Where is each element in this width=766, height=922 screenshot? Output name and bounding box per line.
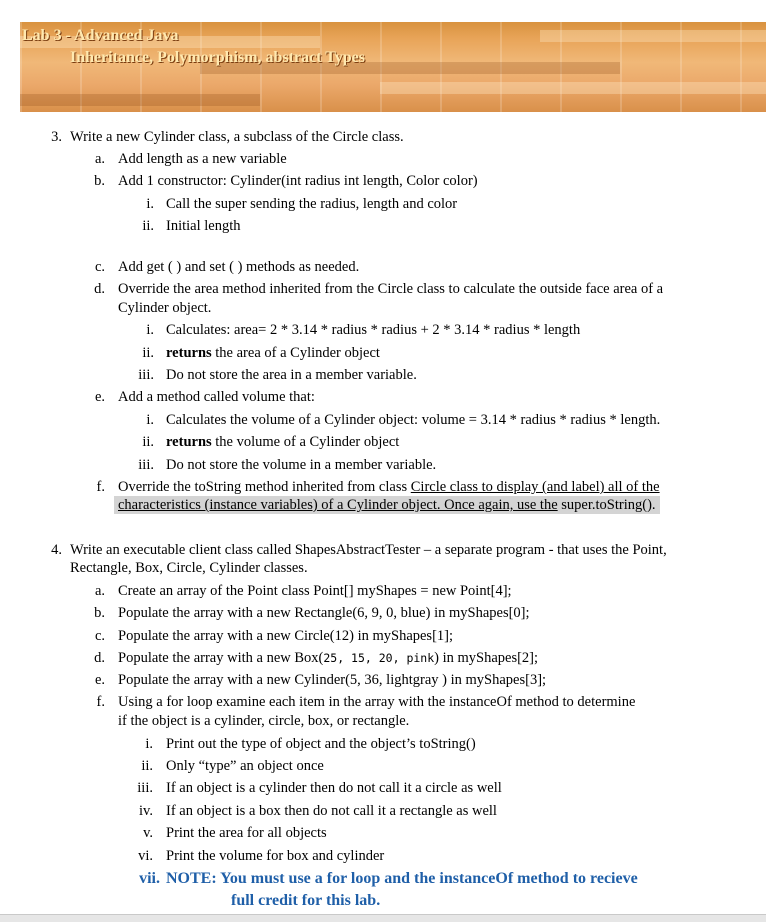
item-4-text-line1: Write an executable client class called ShapesAbstractTester – a separate program - that uses the Point, [70, 542, 667, 558]
item-3b-i-text: Call the super sending the radius, length and color [166, 196, 458, 212]
item-4b-marker: b. [94, 605, 105, 621]
banner-wood-plank [540, 30, 766, 42]
item-4c-text: Populate the array with a new Circle(12) in myShapes[1]; [118, 628, 454, 644]
item-4f-vii-marker: vii. [139, 870, 160, 887]
item-3b-i-marker: i. [146, 196, 154, 212]
item-4f-ii-marker: ii. [141, 758, 153, 774]
item-3f-line2-plain: super.toString(). [557, 497, 656, 513]
item-4d-code: 25, 15, 20, pink [323, 651, 435, 665]
returns-keyword: returns [166, 345, 212, 361]
item-3f-line1-plain: Override the toString method inherited from class [118, 479, 411, 495]
note-text-line1: NOTE: You must use a for loop and the instanceOf method to recieve [166, 870, 638, 887]
item-4f-marker: f. [96, 694, 105, 710]
item-3d-ii-text [166, 344, 380, 362]
item-4-marker: 4. [51, 542, 62, 558]
item-4f-v-marker: v. [143, 825, 153, 841]
item-4f-i-marker: i. [145, 736, 153, 752]
item-3d-text-line2: Cylinder object. [118, 300, 212, 316]
item-4f-ii-text: Only “type” an object once [166, 758, 324, 774]
item-4a-marker: a. [94, 583, 105, 599]
item-3e-i-text: Calculates the volume of a Cylinder object: volume = 3.14 * radius * radius * length. [166, 412, 661, 428]
item-3b-marker: b. [94, 173, 105, 189]
item-3d-iii-marker: iii. [138, 367, 154, 383]
item-4b-text: Populate the array with a new Rectangle(6, 9, 0, blue) in myShapes[0]; [118, 605, 530, 621]
item-4f-iii-text: If an object is a cylinder then do not call it a circle as well [166, 780, 502, 796]
item-4e-marker: e. [94, 672, 105, 688]
item-3e-i-marker: i. [146, 412, 154, 428]
item-4d-post: ) in myShapes[2]; [434, 650, 539, 666]
item-3d-marker: d. [94, 281, 105, 297]
item-3c-text: Add get ( ) and set ( ) methods as needed. [118, 259, 360, 275]
item-3-marker: 3. [51, 129, 62, 145]
item-3-text: Write a new Cylinder class, a subclass of the Circle class. [70, 129, 404, 145]
note-text-line2: full credit for this lab. [231, 892, 381, 909]
header-banner [20, 22, 766, 112]
item-4f-v-text: Print the area for all objects [166, 825, 327, 841]
item-3e-ii-text [166, 433, 399, 451]
item-4d-marker: d. [94, 650, 105, 666]
item-4c-marker: c. [94, 628, 105, 644]
item-3d-iii-text: Do not store the area in a member variable. [166, 367, 417, 383]
lab-title: Lab 3 - Advanced Java [22, 27, 179, 44]
item-4d-text [118, 649, 538, 667]
item-3e-text: Add a method called volume that: [118, 389, 315, 405]
item-3e-ii-marker: ii. [142, 434, 154, 450]
item-3f-marker: f. [96, 479, 105, 495]
item-4-text-line2: Rectangle, Box, Circle, Cylinder classes. [70, 560, 308, 576]
item-4f-vi-marker: vi. [138, 848, 153, 864]
banner-wood-plank [20, 94, 260, 106]
item-3d-i-marker: i. [146, 322, 154, 338]
item-3f-line2-underlined: characteristics (instance variables) of a Cylinder object. Once again, use the [118, 497, 558, 513]
item-3a-marker: a. [94, 151, 105, 167]
item-3d-ii-marker: ii. [142, 345, 154, 361]
item-3d-text-line1: Override the area method inherited from the Circle class to calculate the outside face area of a [118, 281, 664, 297]
item-4f-text-line1: Using a for loop examine each item in the array with the instanceOf method to determine [118, 694, 636, 710]
banner-wood-plank [380, 82, 766, 94]
item-3b-ii-text: Initial length [166, 218, 241, 234]
item-3e-ii-rest: the volume of a Cylinder object [211, 434, 400, 450]
item-4f-i-text: Print out the type of object and the object’s toString() [166, 736, 476, 752]
item-4f-iv-marker: iv. [139, 803, 153, 819]
lab-subtitle: Inheritance, Polymorphism, abstract Types [70, 49, 365, 66]
item-4e-text: Populate the array with a new Cylinder(5, 36, lightgray ) in myShapes[3]; [118, 672, 547, 688]
item-3f-text-line1 [118, 478, 660, 496]
item-3e-iii-marker: iii. [138, 457, 154, 473]
item-4f-vi-text: Print the volume for box and cylinder [166, 848, 385, 864]
item-4f-text-line2: if the object is a cylinder, circle, box, or rectangle. [118, 713, 410, 729]
item-3b-ii-marker: ii. [142, 218, 154, 234]
item-3a-text: Add length as a new variable [118, 151, 287, 167]
item-3b-text: Add 1 constructor: Cylinder(int radius int length, Color color) [118, 173, 478, 189]
item-4f-iv-text: If an object is a box then do not call it a rectangle as well [166, 803, 497, 819]
item-3e-marker: e. [94, 389, 105, 405]
item-4d-pre: Populate the array with a new Box( [118, 650, 324, 666]
item-3e-iii-text: Do not store the volume in a member variable. [166, 457, 437, 473]
item-3d-ii-rest: the area of a Cylinder object [211, 345, 380, 361]
item-3f-text-line2 [114, 496, 660, 514]
item-3d-i-text: Calculates: area= 2 * 3.14 * radius * radius + 2 * 3.14 * radius * length [166, 322, 581, 338]
item-4f-iii-marker: iii. [137, 780, 153, 796]
item-4a-text: Create an array of the Point class Point[] myShapes = new Point[4]; [118, 583, 512, 599]
returns-keyword: returns [166, 434, 212, 450]
item-3c-marker: c. [94, 259, 105, 275]
item-3f-line1-underlined: Circle class to display (and label) all of the [410, 479, 660, 495]
